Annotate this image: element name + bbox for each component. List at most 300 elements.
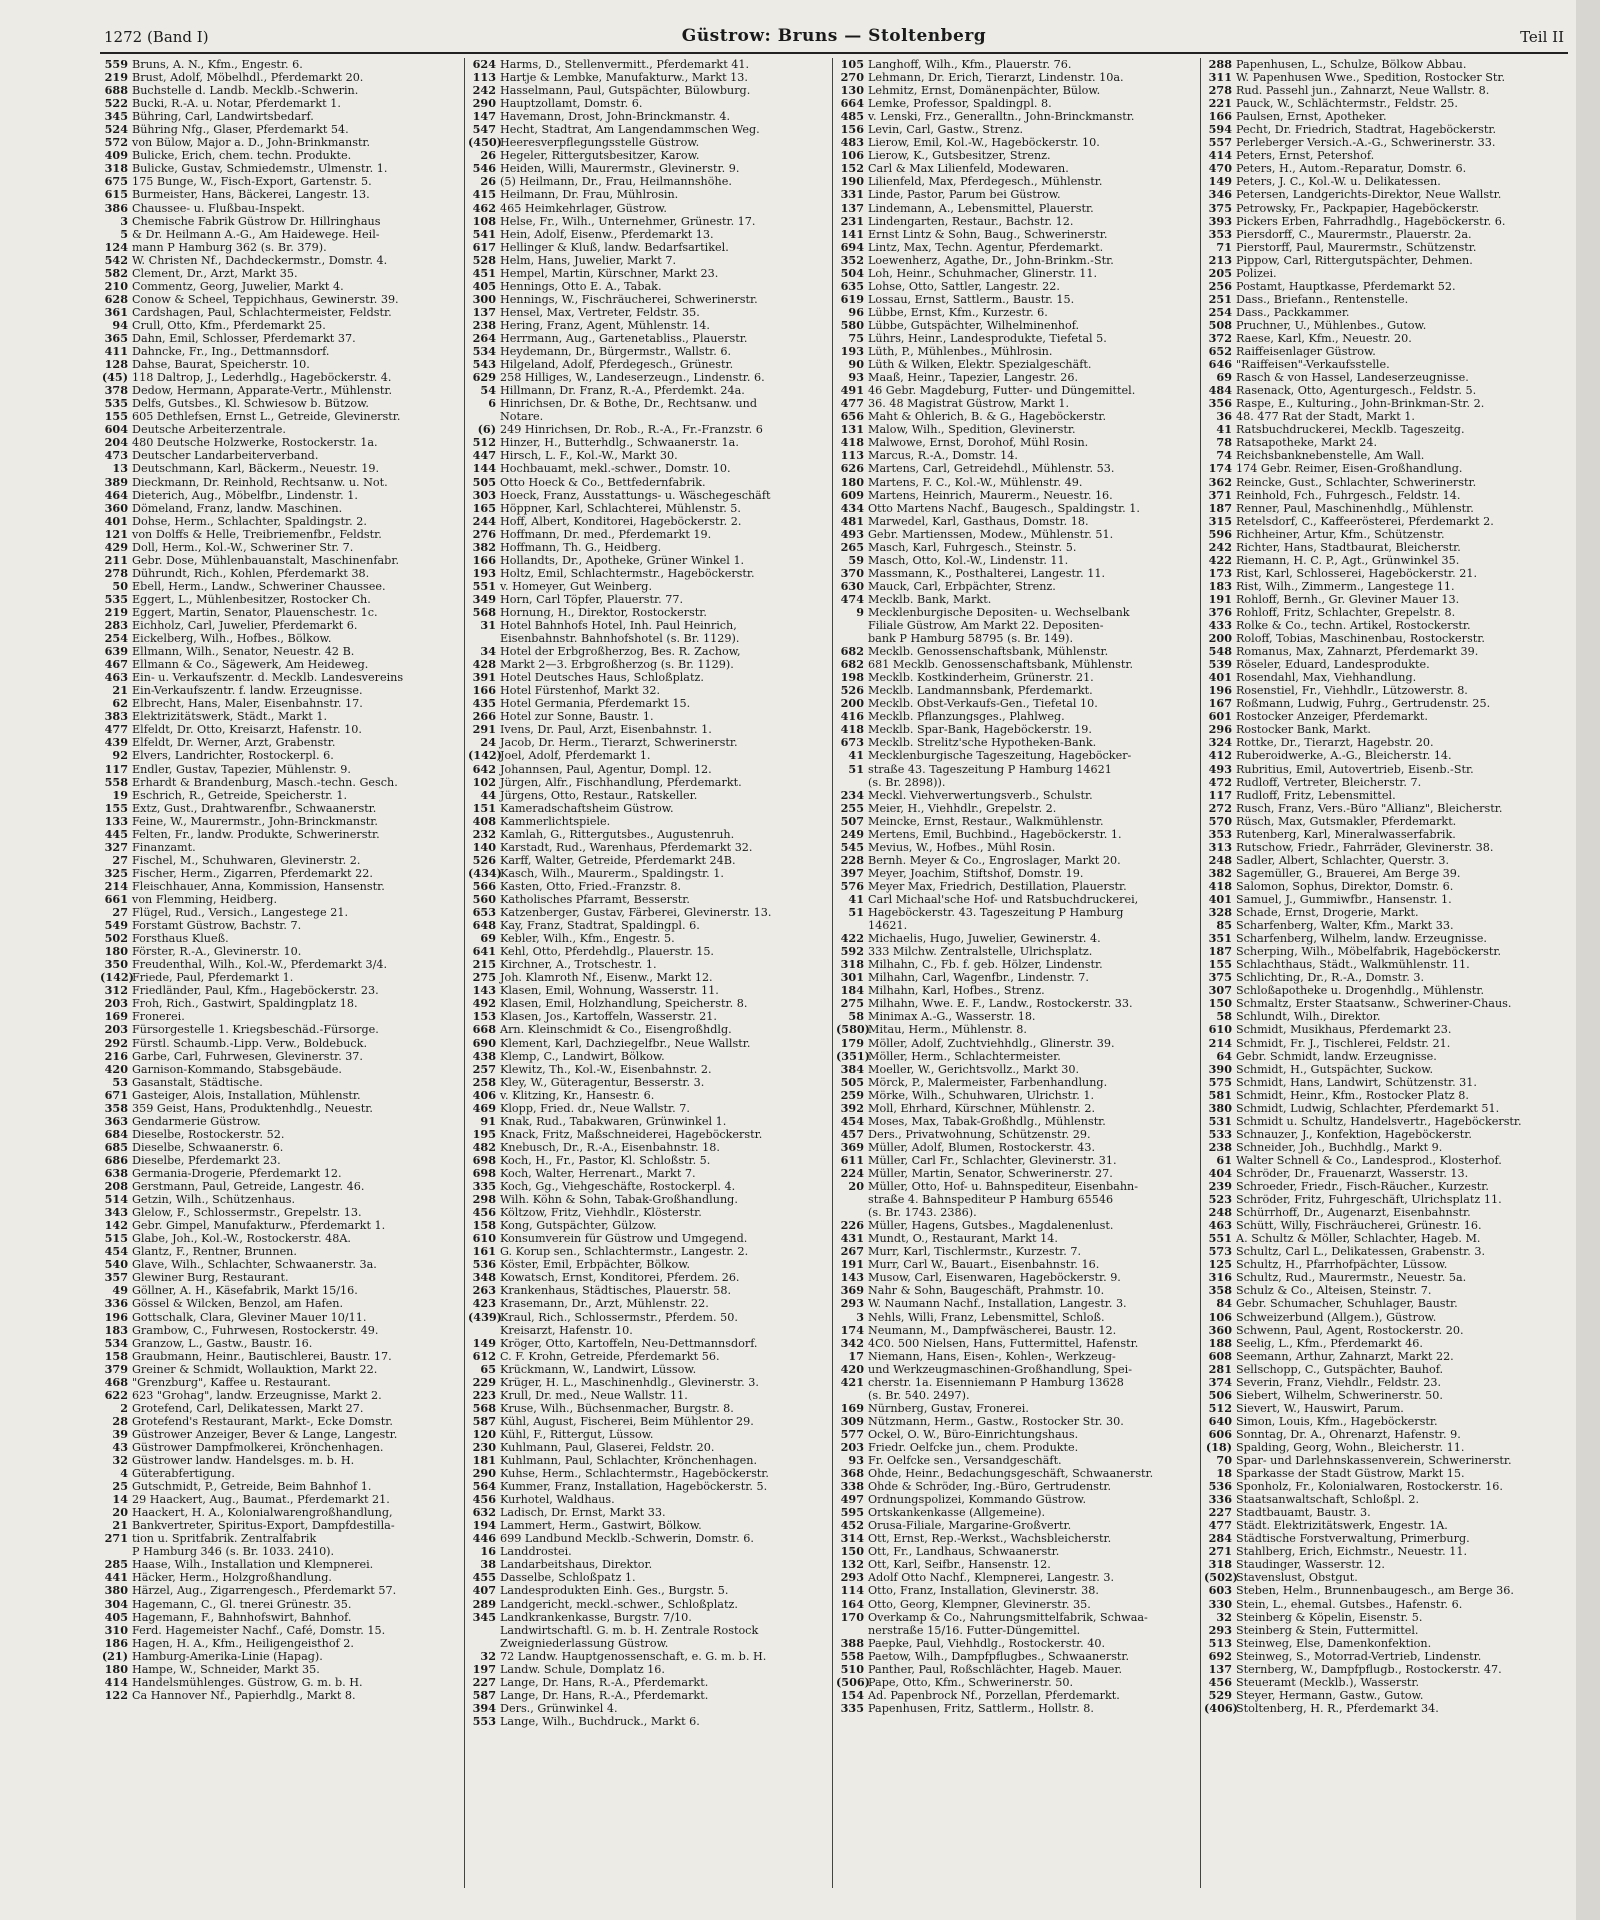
- phone-number: 536: [472, 1258, 496, 1272]
- phone-number: 155: [104, 801, 128, 815]
- directory-entry: [468, 123, 828, 136]
- directory-entry: [836, 345, 1196, 358]
- phone-number: 483: [840, 136, 864, 150]
- directory-entry: [836, 202, 1196, 215]
- directory-entry: [1204, 175, 1564, 188]
- directory-entry: [836, 1532, 1196, 1545]
- directory-entry: [100, 1637, 460, 1650]
- phone-number: 315: [1208, 514, 1232, 528]
- directory-entry: [468, 410, 828, 423]
- directory-entry: [100, 1206, 460, 1219]
- directory-entry: [1204, 528, 1564, 541]
- phone-number: 327: [104, 840, 128, 854]
- phone-number: 318: [104, 162, 128, 176]
- entry-text: Klopp, Fried. dr., Neue Wallstr. 7.: [500, 1101, 690, 1115]
- phone-number: 414: [1208, 149, 1232, 163]
- directory-entry: [468, 1102, 828, 1115]
- directory-entry: [468, 1428, 828, 1441]
- directory-entry: [836, 319, 1196, 332]
- directory-entry: [1204, 1454, 1564, 1467]
- phone-number: 415: [472, 188, 496, 202]
- phone-number: 210: [104, 279, 128, 293]
- directory-entry: [836, 1219, 1196, 1232]
- phone-number: 137: [840, 201, 864, 215]
- phone-number: (434): [468, 866, 502, 880]
- phone-number: 401: [1208, 671, 1232, 685]
- directory-entry: [1204, 1363, 1564, 1376]
- phone-number: 380: [104, 1584, 128, 1598]
- directory-entry: [100, 332, 460, 345]
- phone-number: 26: [480, 149, 496, 163]
- phone-number: 20: [112, 1506, 128, 1520]
- phone-number: 191: [840, 1258, 864, 1272]
- directory-entry: [468, 710, 828, 723]
- phone-number: 16: [480, 1545, 496, 1559]
- phone-number: 535: [104, 397, 128, 411]
- phone-number: 132: [840, 1558, 864, 1572]
- entry-text: Hinrichsen, Dr. & Bothe, Dr., Rechtsanw. und: [500, 397, 758, 411]
- entry-text: Kühl, F., Rittergut, Lüssow.: [500, 1427, 654, 1441]
- phone-number: 481: [840, 514, 864, 528]
- directory-entry: [1204, 1141, 1564, 1154]
- directory-entry: [468, 332, 828, 345]
- directory-entry: [1204, 1506, 1564, 1519]
- directory-entry: [836, 1624, 1196, 1637]
- phone-number: 526: [472, 853, 496, 867]
- entry-text: Rohloff, Bernh., Gr. Gleviner Mauer 13.: [1236, 592, 1460, 606]
- entry-text: mann P Hamburg 362 (s. Br. 379).: [132, 240, 327, 254]
- directory-entry: [1204, 84, 1564, 97]
- directory-entry: [836, 1102, 1196, 1115]
- phone-number: (450): [468, 136, 502, 150]
- entry-text: Kurhotel, Waldhaus.: [500, 1493, 615, 1507]
- phone-number: 117: [104, 762, 128, 776]
- phone-number: 384: [840, 1062, 864, 1076]
- phone-number: 165: [472, 501, 496, 515]
- directory-entry: [836, 410, 1196, 423]
- phone-number: 249: [840, 827, 864, 841]
- phone-number: 372: [1208, 331, 1232, 345]
- entry-text: C. F. Krohn, Getreide, Pferdemarkt 56.: [500, 1349, 720, 1363]
- entry-text: Pape, Otto, Kfm., Schwerinerstr. 50.: [868, 1675, 1074, 1689]
- directory-entry: [468, 1389, 828, 1402]
- entry-text: Meincke, Ernst, Restaur., Walkmühlenstr.: [868, 814, 1104, 828]
- directory-entry: [836, 97, 1196, 110]
- entry-text: nerstraße 15/16. Futter-Düngemittel.: [868, 1623, 1081, 1637]
- directory-entry: [1204, 1193, 1564, 1206]
- phone-number: 293: [1208, 1623, 1232, 1637]
- entry-text: Friedländer, Paul, Kfm., Hageböckerstr. 23.: [132, 984, 379, 998]
- phone-number: 213: [1208, 253, 1232, 267]
- directory-entry: [100, 1428, 460, 1441]
- phone-number: 418: [840, 723, 864, 737]
- entry-text: Marwedel, Karl, Gasthaus, Domstr. 18.: [868, 514, 1089, 528]
- entry-text: Schmaltz, Erster Staatsanw., Schweriner-Chaus.: [1236, 997, 1512, 1011]
- phone-number: 58: [848, 1010, 864, 1024]
- entry-text: Rüsch, Max, Gutsmakler, Pferdemarkt.: [1236, 814, 1457, 828]
- entry-text: Martens, F. C., Kol.-W., Mühlenstr. 49.: [868, 475, 1083, 489]
- directory-entry: [100, 110, 460, 123]
- entry-text: Schürrhoff, Dr., Augenarzt, Eisenbahnstr.: [1236, 1206, 1471, 1220]
- entry-text: Richter, Hans, Stadtbaurat, Bleicherstr.: [1236, 540, 1461, 554]
- phone-number: 566: [472, 879, 496, 893]
- phone-number: 228: [840, 853, 864, 867]
- phone-number: 610: [472, 1232, 496, 1246]
- phone-number: 254: [1208, 305, 1232, 319]
- entry-text: Kröger, Otto, Kartoffeln, Neu-Dettmannsdorf.: [500, 1336, 758, 1350]
- entry-text: Markt 2—3. Erbgroßherzog (s. Br. 1129).: [500, 658, 734, 672]
- phone-number: 17: [848, 1349, 864, 1363]
- entry-text: Mitau, Herm., Mühlenstr. 8.: [868, 1023, 1027, 1037]
- directory-entry: [1204, 893, 1564, 906]
- entry-text: Glantz, F., Rentner, Brunnen.: [132, 1245, 297, 1259]
- entry-text: Clement, Dr., Arzt, Markt 35.: [132, 266, 298, 280]
- directory-entry: [836, 1650, 1196, 1663]
- directory-entry: [1204, 1584, 1564, 1597]
- phone-number: 506: [1208, 1388, 1232, 1402]
- directory-entry: [468, 215, 828, 228]
- directory-entry: [468, 1154, 828, 1167]
- directory-entry: [468, 306, 828, 319]
- phone-number: 113: [472, 71, 496, 85]
- directory-entry: [468, 384, 828, 397]
- directory-entry: [468, 1454, 828, 1467]
- directory-entry: [468, 567, 828, 580]
- directory-entry: [1204, 228, 1564, 241]
- phone-number: 298: [472, 1193, 496, 1207]
- part-label: Teil II: [1520, 28, 1564, 46]
- directory-entry: [1204, 945, 1564, 958]
- phone-number: 668: [472, 1023, 496, 1037]
- column-1: [100, 58, 460, 1888]
- directory-entry: [468, 554, 828, 567]
- phone-number: 698: [472, 1153, 496, 1167]
- entry-text: Hensel, Max, Vertreter, Feldstr. 35.: [500, 305, 700, 319]
- phone-number: 464: [104, 488, 128, 502]
- directory-entry: [1204, 1037, 1564, 1050]
- directory-entry: [468, 1532, 828, 1545]
- entry-text: Ca Hannover Nf., Papierhdlg., Markt 8.: [132, 1688, 356, 1702]
- directory-entry: [1204, 1624, 1564, 1637]
- entry-text: v. Lenski, Frz., Generalltn., John-Brinckmanstr.: [868, 110, 1135, 124]
- phone-number: 167: [1208, 697, 1232, 711]
- entry-text: Ott, Karl, Seifbr., Hansenstr. 12.: [868, 1558, 1051, 1572]
- entry-text: 72 Landw. Hauptgenossenschaft, e. G. m. b. H.: [500, 1649, 767, 1663]
- directory-entry: [836, 175, 1196, 188]
- directory-entry: [1204, 1402, 1564, 1415]
- directory-entry: [468, 841, 828, 854]
- entry-text: Hotel zur Sonne, Baustr. 1.: [500, 710, 654, 724]
- phone-number: 311: [1208, 71, 1232, 85]
- entry-text: Schweizerbund (Allgem.), Güstrow.: [1236, 1310, 1437, 1324]
- phone-number: 13: [112, 462, 128, 476]
- phone-number: 24: [480, 736, 496, 750]
- entry-text: Krückmann, W., Landwirt, Lüssow.: [500, 1362, 697, 1376]
- directory-entry: [836, 1428, 1196, 1441]
- phone-number: 50: [112, 579, 128, 593]
- entry-text: Gutschmidt, P., Getreide, Beim Bahnhof 1.: [132, 1480, 372, 1494]
- phone-number: 49: [112, 1284, 128, 1298]
- phone-number: 559: [104, 58, 128, 71]
- phone-number: 632: [472, 1506, 496, 1520]
- directory-entry: [100, 567, 460, 580]
- entry-text: Delfs, Gutsbes., Kl. Schwiesow b. Bützow.: [132, 397, 369, 411]
- phone-number: 224: [840, 1166, 864, 1180]
- directory-entry: [1204, 906, 1564, 919]
- phone-number: (142): [100, 971, 134, 985]
- entry-text: v. Klitzing, Kr., Hansestr. 6.: [500, 1088, 655, 1102]
- phone-number: 514: [104, 1193, 128, 1207]
- directory-entry: [1204, 358, 1564, 371]
- entry-text: Ders., Grünwinkel 4.: [500, 1701, 618, 1715]
- entry-text: Havemann, Drost, John-Brinckmanstr. 4.: [500, 110, 731, 124]
- entry-text: tion u. Spritfabrik. Zentralfabrik: [132, 1532, 317, 1546]
- phone-number: (351): [836, 1049, 870, 1063]
- entry-text: 48. 477 Rat der Stadt, Markt 1.: [1236, 410, 1415, 424]
- directory-entry: [100, 1689, 460, 1702]
- entry-text: Forstamt Güstrow, Bachstr. 7.: [132, 919, 302, 933]
- entry-text: Lierow, Emil, Kol.-W., Hageböckerstr. 10.: [868, 136, 1100, 150]
- entry-text: Güstrower landw. Handelsges. m. b. H.: [132, 1454, 355, 1468]
- phone-number: 497: [840, 1493, 864, 1507]
- entry-text: Hilgeland, Adolf, Pferdegesch., Grünestr.: [500, 358, 734, 372]
- phone-number: 106: [840, 149, 864, 163]
- entry-text: Brust, Adolf, Möbelhdl., Pferdemarkt 20.: [132, 71, 364, 85]
- phone-number: 53: [112, 1075, 128, 1089]
- phone-number: 18: [1216, 1467, 1232, 1481]
- directory-entry: [468, 1402, 828, 1415]
- directory-entry: [836, 1023, 1196, 1036]
- entry-text: Maaß, Heinr., Tapezier, Langestr. 26.: [868, 371, 1079, 385]
- phone-number: 43: [112, 1440, 128, 1454]
- entry-text: Mecklb. Bank, Markt.: [868, 592, 992, 606]
- entry-text: Müller, Otto, Hof- u. Bahnspediteur, Eisenbahn-: [868, 1180, 1139, 1194]
- entry-text: Paulsen, Ernst, Apotheker.: [1236, 110, 1387, 124]
- entry-text: Schlundt, Wilh., Direktor.: [1236, 1010, 1381, 1024]
- phone-number: 504: [840, 266, 864, 280]
- entry-text: Schneider, Joh., Buchhdlg., Markt 9.: [1236, 1140, 1443, 1154]
- phone-number: 318: [1208, 1558, 1232, 1572]
- phone-number: 422: [1208, 553, 1232, 567]
- phone-number: 102: [472, 775, 496, 789]
- entry-text: Masch, Otto, Kol.-W., Lindenstr. 11.: [868, 553, 1069, 567]
- directory-entry: [468, 1115, 828, 1128]
- entry-text: Joel, Adolf, Pferdemarkt 1.: [500, 749, 651, 763]
- entry-text: Sadler, Albert, Schlachter, Querstr. 3.: [1236, 853, 1450, 867]
- directory-entry: [100, 671, 460, 684]
- directory-entry: [836, 841, 1196, 854]
- phone-number: 568: [472, 605, 496, 619]
- directory-entry: [100, 1350, 460, 1363]
- phone-number: 174: [840, 1323, 864, 1337]
- phone-number: 423: [472, 1297, 496, 1311]
- directory-entry: [468, 293, 828, 306]
- entry-text: Kirchner, A., Trotschestr. 1.: [500, 958, 657, 972]
- entry-text: Polizei.: [1236, 266, 1277, 280]
- entry-text: Elbrecht, Hans, Maler, Eisenbahnstr. 17.: [132, 697, 363, 711]
- entry-text: Kebler, Wilh., Kfm., Engestr. 5.: [500, 932, 675, 946]
- directory-entry: [1204, 423, 1564, 436]
- directory-entry: [1204, 593, 1564, 606]
- phone-number: 596: [1208, 527, 1232, 541]
- entry-text: W. Christen Nf., Dachdeckermstr., Domstr. 4.: [132, 253, 388, 267]
- directory-entry: [836, 958, 1196, 971]
- directory-entry: [468, 358, 828, 371]
- entry-text: Roloff, Tobias, Maschinenbau, Rostockerstr.: [1236, 632, 1485, 646]
- entry-text: & Dr. Heilmann A.-G., Am Haidewege. Heil-: [132, 227, 380, 241]
- entry-text: Greiner & Schmidt, Wollauktion, Markt 22.: [132, 1362, 378, 1376]
- entry-text: Lüth, P., Mühlenbes., Mühlrosin.: [868, 345, 1053, 359]
- entry-text: Lindengarten, Restaur., Bachstr. 12.: [868, 214, 1074, 228]
- entry-text: 623 "Grohag", landw. Erzeugnisse, Markt 2.: [132, 1388, 382, 1402]
- phone-number: 147: [472, 110, 496, 124]
- directory-entry: [1204, 123, 1564, 136]
- phone-number: 510: [840, 1662, 864, 1676]
- directory-entry: [836, 749, 1196, 762]
- directory-entry: [836, 541, 1196, 554]
- entry-text: und Werkzeugmaschinen-Großhandlung, Spei-: [868, 1362, 1133, 1376]
- directory-entry: [100, 1480, 460, 1493]
- phone-number: 491: [840, 384, 864, 398]
- phone-number: 685: [104, 1140, 128, 1154]
- entry-text: Rist, Karl, Schlosserei, Hageböckerstr. 21.: [1236, 566, 1478, 580]
- directory-entry: [1204, 306, 1564, 319]
- directory-entry: [1204, 1206, 1564, 1219]
- phone-number: 524: [104, 123, 128, 137]
- phone-number: 292: [104, 1036, 128, 1050]
- phone-number: 278: [104, 566, 128, 580]
- phone-number: 418: [840, 436, 864, 450]
- entry-text: Schröder, Fritz, Fuhrgeschäft, Ulrichsplatz 11.: [1236, 1193, 1502, 1207]
- entry-text: Kuhse, Herm., Schlachtermstr., Hageböckerstr.: [500, 1467, 769, 1481]
- entry-text: Schnauzer, J., Konfektion, Hageböckerstr.: [1236, 1127, 1472, 1141]
- entry-text: Lossau, Ernst, Sattlerm., Baustr. 15.: [868, 292, 1075, 306]
- phone-number: 343: [104, 1206, 128, 1220]
- entry-text: Buchstelle d. Landb. Mecklb.-Schwerin.: [132, 84, 359, 98]
- phone-number: 105: [840, 58, 864, 71]
- phone-number: 180: [840, 475, 864, 489]
- directory-entry: [1204, 1258, 1564, 1271]
- directory-entry: [468, 267, 828, 280]
- entry-text: Rud. Passehl jun., Zahnarzt, Neue Wallstr. 8.: [1236, 84, 1490, 98]
- phone-number: 646: [1208, 358, 1232, 372]
- phone-number: 208: [104, 1180, 128, 1194]
- entry-text: Fronerei.: [132, 1010, 185, 1024]
- entry-text: Knak, Rud., Tabakwaren, Grünwinkel 1.: [500, 1114, 727, 1128]
- entry-text: Glelow, F., Schlossermstr., Grepelstr. 13.: [132, 1206, 362, 1220]
- entry-text: Häcker, Herm., Holzgroßhandlung.: [132, 1571, 332, 1585]
- directory-entry: [1204, 854, 1564, 867]
- directory-entry: [100, 1245, 460, 1258]
- directory-entry: [100, 267, 460, 280]
- entry-text: Hauptzollamt, Domstr. 6.: [500, 97, 643, 111]
- directory-entry: [1204, 1050, 1564, 1063]
- directory-entry: [468, 1245, 828, 1258]
- phone-number: 32: [1216, 1610, 1232, 1624]
- directory-entry: [468, 541, 828, 554]
- directory-entry: [1204, 436, 1564, 449]
- entry-text: Konsumverein für Güstrow und Umgegend.: [500, 1232, 748, 1246]
- entry-text: Sponholz, Fr., Kolonialwaren, Rostockerstr. 16.: [1236, 1480, 1503, 1494]
- phone-number: 155: [1208, 958, 1232, 972]
- entry-text: Horn, Carl Töpfer, Plauerstr. 77.: [500, 592, 683, 606]
- phone-number: 409: [104, 149, 128, 163]
- entry-text: Schmidt, Musikhaus, Pferdemarkt 23.: [1236, 1023, 1452, 1037]
- entry-text: straße 43. Tageszeitung P Hamburg 14621: [868, 762, 1112, 776]
- entry-text: Germania-Drogerie, Pferdemarkt 12.: [132, 1166, 342, 1180]
- phone-number: 39: [112, 1427, 128, 1441]
- directory-entry: [100, 906, 460, 919]
- directory-entry: [1204, 958, 1564, 971]
- phone-number: (45): [101, 371, 128, 385]
- directory-entry: [100, 306, 460, 319]
- phone-number: 573: [1208, 1245, 1232, 1259]
- entry-text: Meyer Max, Friedrich, Destillation, Plauerstr.: [868, 879, 1127, 893]
- directory-entry: [836, 358, 1196, 371]
- phone-number: 54: [480, 384, 496, 398]
- phone-number: 682: [840, 658, 864, 672]
- entry-text: von Bülow, Major a. D., John-Brinkmanstr.: [132, 136, 371, 150]
- phone-number: 477: [1208, 1519, 1232, 1533]
- entry-text: Piersdorff, C., Maurermstr., Plauerstr. 2a.: [1236, 227, 1472, 241]
- phone-number: 276: [472, 527, 496, 541]
- entry-text: Ders., Privatwohnung, Schützenstr. 29.: [868, 1127, 1091, 1141]
- phone-number: 656: [840, 410, 864, 424]
- entry-text: Erhardt & Brandenburg, Masch.-techn. Gesch.: [132, 775, 398, 789]
- phone-number: 242: [472, 84, 496, 98]
- phone-number: 401: [1208, 893, 1232, 906]
- entry-text: Gerstmann, Paul, Getreide, Langestr. 46.: [132, 1180, 365, 1194]
- entry-text: Kuhlmann, Paul, Schlachter, Krönchenhagen.: [500, 1454, 758, 1468]
- phone-number: 463: [1208, 1219, 1232, 1233]
- directory-entry: [100, 71, 460, 84]
- phone-number: 300: [472, 292, 496, 306]
- phone-number: 688: [104, 84, 128, 98]
- entry-text: Güstrower Dampfmolkerei, Krönchenhagen.: [132, 1440, 384, 1454]
- entry-text: Glave, Wilh., Schlachter, Schwaanerstr. 3a.: [132, 1258, 377, 1272]
- phone-number: 186: [104, 1636, 128, 1650]
- entry-text: Kammerlichtspiele.: [500, 814, 611, 828]
- phone-number: 534: [104, 1336, 128, 1350]
- entry-text: Crull, Otto, Kfm., Pferdemarkt 25.: [132, 318, 326, 332]
- directory-entry: [836, 1167, 1196, 1180]
- entry-text: Scharfenberg, Wilhelm, landw. Erzeugnisse.: [1236, 932, 1487, 946]
- entry-text: Chemische Fabrik Güstrow Dr. Hillringhaus: [132, 214, 381, 228]
- entry-text: Ladisch, Dr. Ernst, Markt 33.: [500, 1506, 666, 1520]
- directory-entry: [468, 1558, 828, 1571]
- phone-number: 78: [1216, 436, 1232, 450]
- entry-text: Ebell, Herm., Landw., Schweriner Chaussee.: [132, 579, 386, 593]
- directory-entry: [468, 136, 828, 149]
- directory-entry: [1204, 332, 1564, 345]
- directory-entry: [100, 749, 460, 762]
- entry-text: Masch, Karl, Fuhrgesch., Steinstr. 5.: [868, 540, 1077, 554]
- phone-number: 512: [472, 436, 496, 450]
- directory-entry: [1204, 1571, 1564, 1584]
- entry-text: Felten, Fr., landw. Produkte, Schwerinerstr.: [132, 827, 380, 841]
- directory-entry: [100, 149, 460, 162]
- directory-entry: [468, 1311, 828, 1324]
- phone-number: 191: [1208, 592, 1232, 606]
- entry-text: Ernst Lintz & Sohn, Baug., Schwerinerstr.: [868, 227, 1108, 241]
- entry-text: Bankvertreter, Spiritus-Export, Dampfdestilla-: [132, 1519, 395, 1533]
- entry-text: von Flemming, Heidberg.: [132, 893, 278, 906]
- phone-number: 85: [1216, 919, 1232, 933]
- directory-entry: [468, 1624, 828, 1637]
- entry-text: Hinzer, H., Butterhdlg., Schwaanerstr. 1a.: [500, 436, 739, 450]
- directory-entry: [1204, 1089, 1564, 1102]
- directory-entry: [836, 1519, 1196, 1532]
